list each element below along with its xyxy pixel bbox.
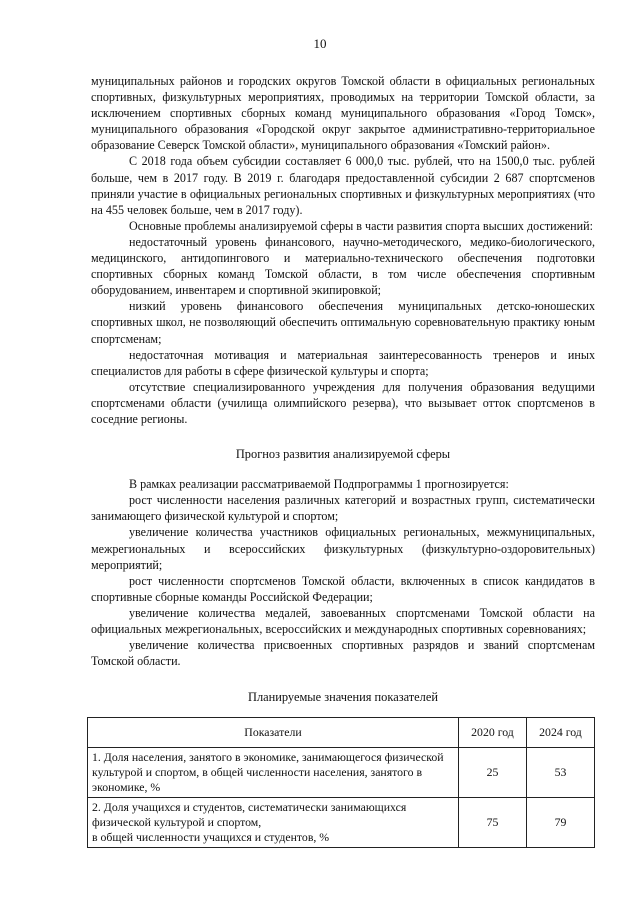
column-header: Показатели bbox=[88, 718, 459, 748]
paragraph: муниципальных районов и городских округов Томской области в официальных региональных спортивных, физкультурных мероприятиях, проводимых на территории Томской области, за исключением спортивных сборных команд муниципального образования «Город Томск», муниципального образования «Городской округ закрытое административно-территориальное образование Северск Томской области», муниципального образования «Томский район». bbox=[91, 74, 595, 153]
paragraph: С 2018 года объем субсидии составляет 6 000,0 тыс. рублей, что на 1500,0 тыс. рублей больше, чем в 2017 году. В 2019 г. благодаря предоставленной субсидии 2 687 спортсменов приняли участие в официальных региональных спортивных и физкультурных мероприятиях (что на 455 человек больше, чем в 2017 году). bbox=[91, 154, 595, 217]
table-row bbox=[88, 798, 595, 848]
list-item: рост численности спортсменов Томской области, включенных в список кандидатов в спортивные сборные команды Российской Федерации; bbox=[91, 573, 595, 604]
list-item: отсутствие специализированного учреждения для получения образования ведущими спортсменами области (училища олимпийского резерва), что вызывает отток спортсменов в соседние регионы. bbox=[91, 379, 595, 426]
indicator-name: 2. Доля учащихся и студентов, систематически занимающихся физической культурой и спортом, в общей численности учащихся и студентов, % bbox=[88, 798, 459, 848]
list-item: рост численности населения различных категорий и возрастных групп, систематически занимающего физической культурой и спортом; bbox=[91, 493, 595, 524]
value-2024: 53 bbox=[526, 748, 594, 798]
column-header: 2020 год bbox=[459, 718, 527, 748]
column-header: 2024 год bbox=[526, 718, 594, 748]
list-item: увеличение количества медалей, завоеванных спортсменами Томской области на официальных межрегиональных, всероссийских и международных спортивных соревнованиях; bbox=[91, 605, 595, 636]
page-number: 10 bbox=[313, 36, 327, 51]
list-item: недостаточная мотивация и материальная заинтересованность тренеров и иных специалистов для работы в сфере физической культуры и спорта; bbox=[91, 347, 595, 378]
value-2020: 25 bbox=[459, 748, 527, 798]
value-2020: 75 bbox=[459, 798, 527, 848]
list-item: низкий уровень финансового обеспечения муниципальных детско-юношеских спортивных школ, не позволяющий обеспечить оптимальную соревновательную практику юным спортсменам; bbox=[91, 299, 595, 346]
indicators-table bbox=[87, 717, 595, 848]
table-title: Планируемые значения показателей bbox=[248, 690, 438, 705]
section-heading: Прогноз развития анализируемой сферы bbox=[235, 447, 451, 462]
list-item: увеличение количества присвоенных спортивных разрядов и званий спортсменам Томской области. bbox=[91, 638, 595, 669]
table-header-row bbox=[88, 718, 595, 748]
indicator-name: 1. Доля населения, занятого в экономике, занимающегося физической культурой и спортом, в общей численности населения, занятого в экономике, % bbox=[88, 748, 459, 798]
list-item: увеличение количества участников официальных региональных, межмуниципальных, межрегиональных и всероссийских физкультурных (физкультурно-оздоровительных) мероприятий; bbox=[91, 525, 595, 572]
list-item: недостаточный уровень финансового, научно-методического, медико-биологического, медицинского, антидопингового и материально-технического обеспечения подготовки спортивных сборных команд Томской области, в том числе обеспечения спортивным оборудованием, инвентарем и спортивной экипировкой; bbox=[91, 234, 595, 298]
paragraph: В рамках реализации рассматриваемой Подпрограммы 1 прогнозируется: bbox=[129, 477, 509, 492]
document-body bbox=[91, 73, 595, 848]
value-2024: 79 bbox=[526, 798, 594, 848]
paragraph: Основные проблемы анализируемой сферы в части развития спорта высших достижений: bbox=[129, 218, 593, 233]
table-row bbox=[88, 748, 595, 798]
